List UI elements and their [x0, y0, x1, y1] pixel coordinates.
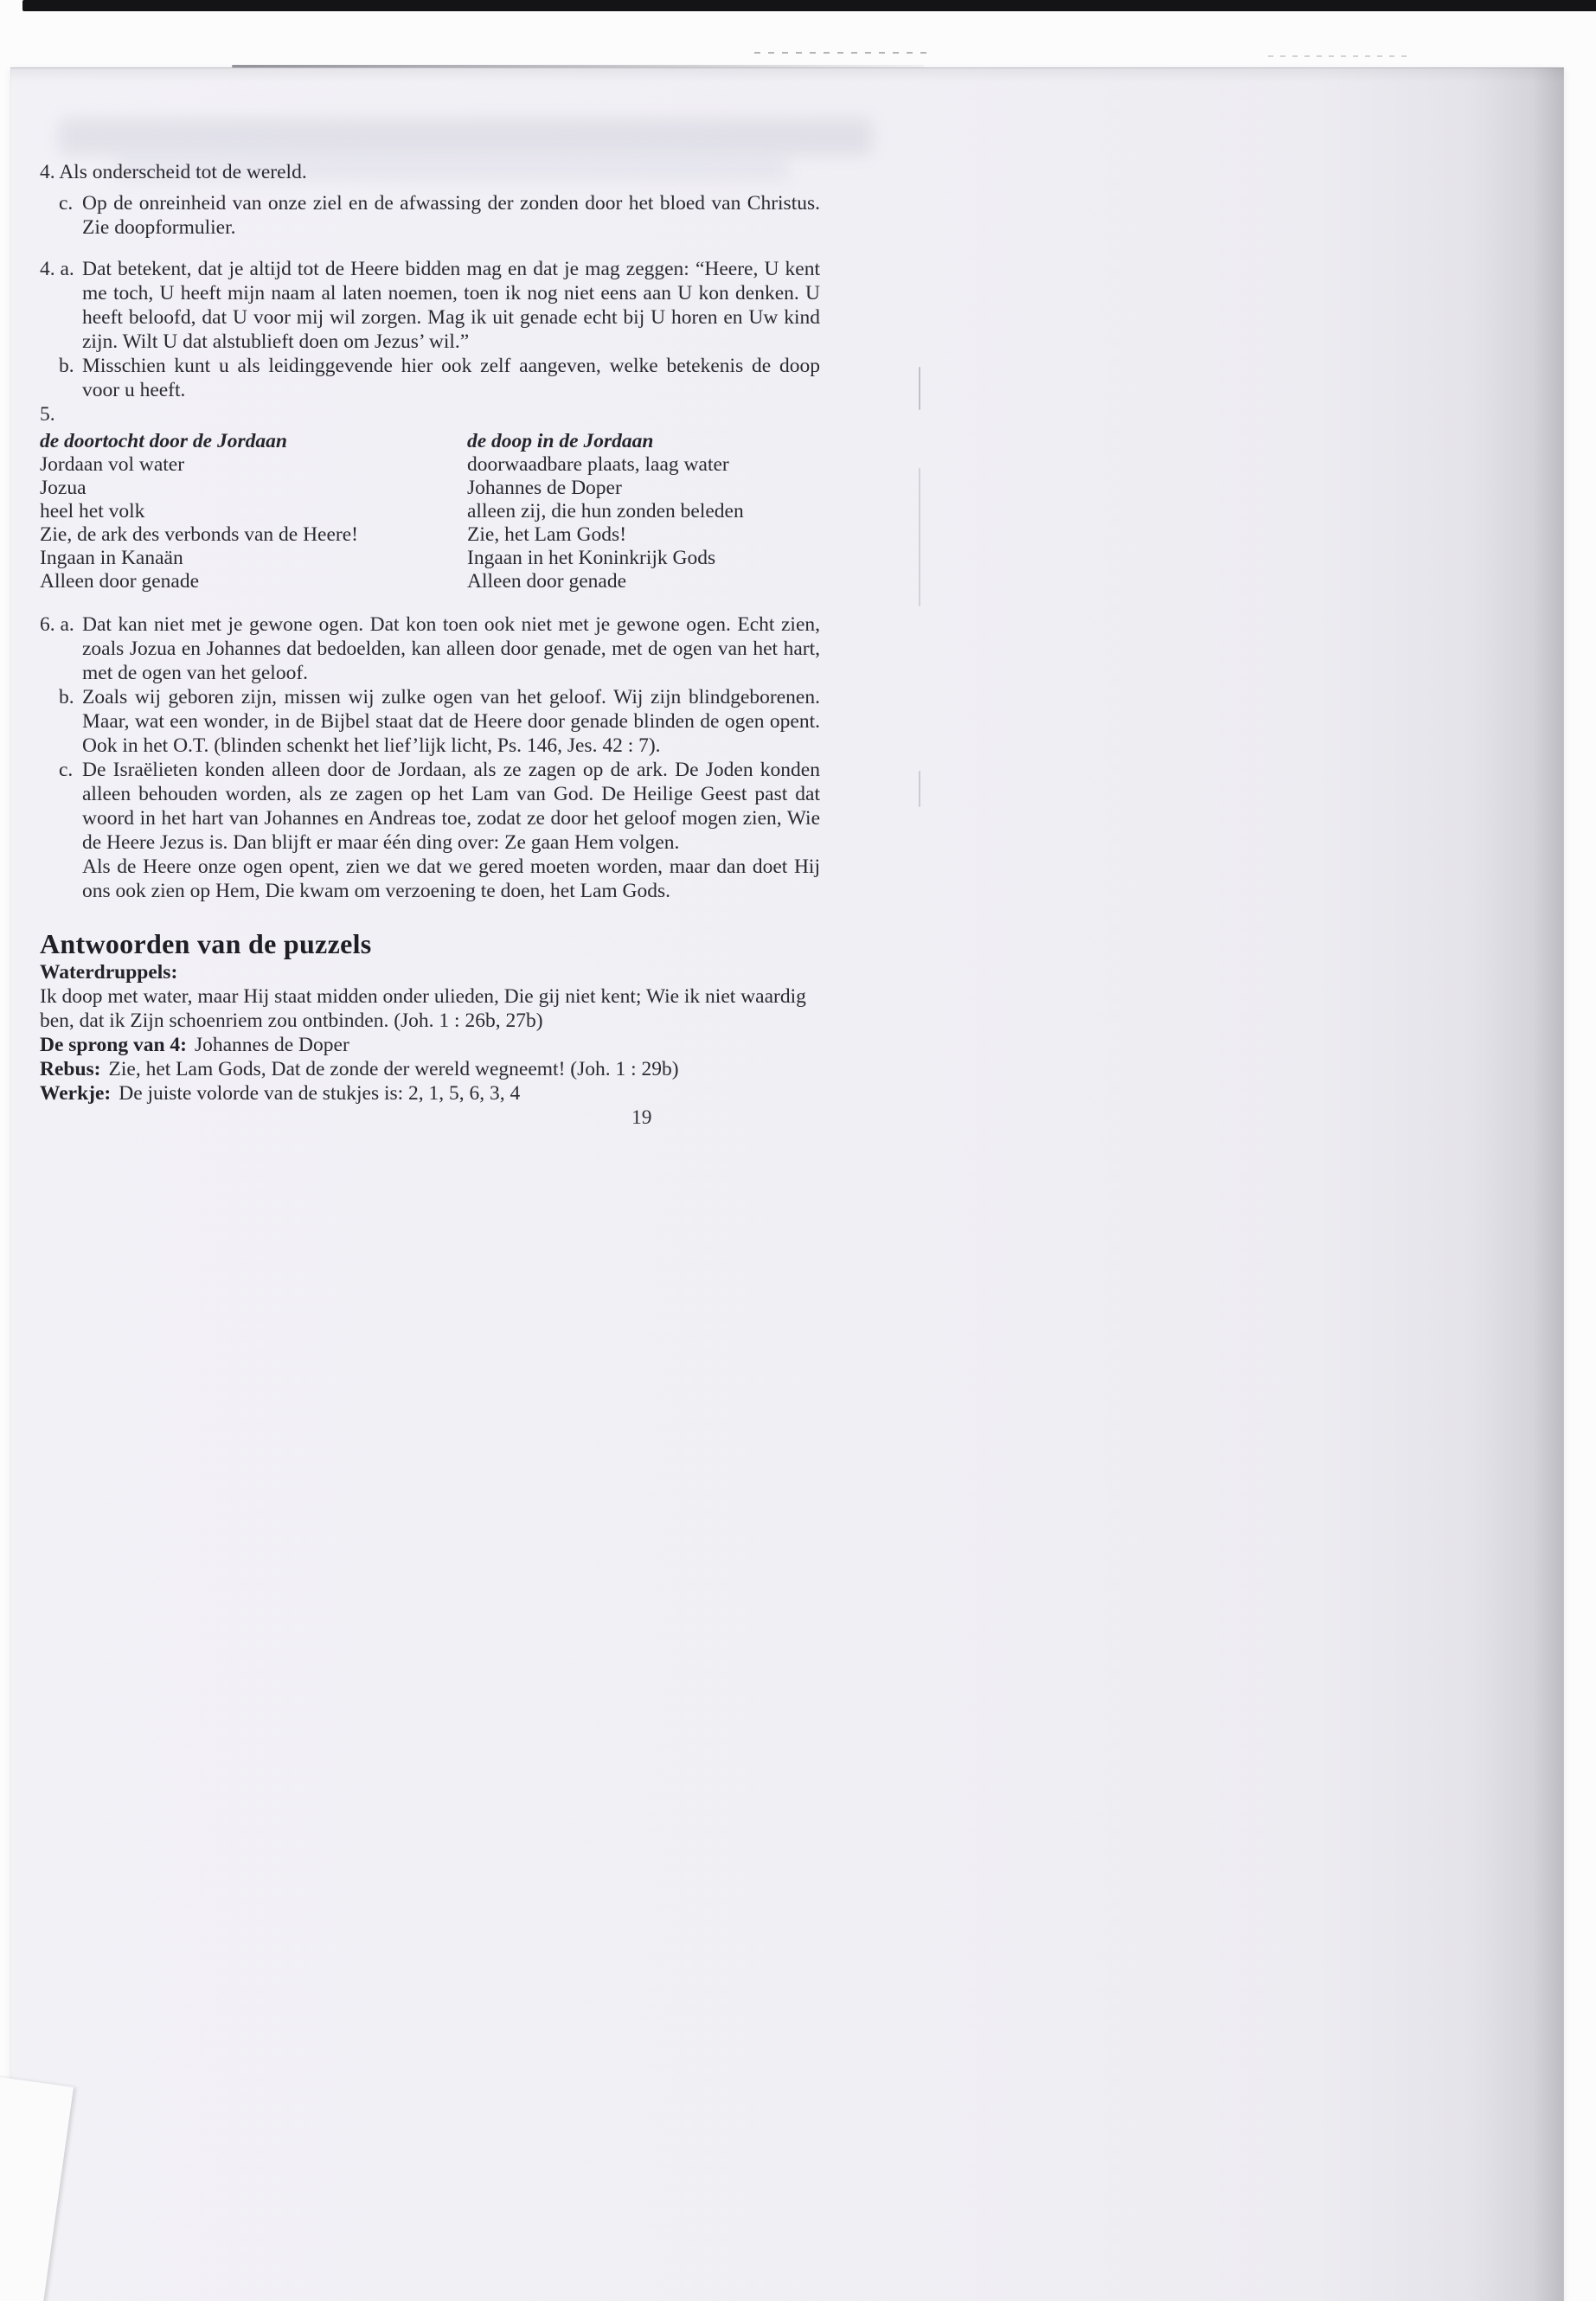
werkje-text: De juiste volorde van de stukjes is: 2, 1, 5, 6, 3, 4 [119, 1082, 521, 1105]
scan-dash-artifact [754, 52, 932, 54]
answer-6c-paragraph-1: De Israëlieten konden alleen door de Jordaan, als ze zagen op de ark. De Joden konden alleen behouden worden, als ze zagen op het Lam van God. De Heilige Geest past dat woord in het hart van Johannes en Andreas toe, zodat ze door het geloof mogen zien, Wie de Heere Jezus is. Dan blijft er maar één ding over: Ze gaan Hem volgen. [82, 759, 820, 854]
page-number: 19 [631, 1106, 652, 1129]
table-cell: heel het volk [40, 500, 145, 522]
scan-mark-artifact [919, 367, 920, 410]
scan-mark-artifact [919, 771, 920, 807]
scan-dash-artifact [1268, 55, 1407, 57]
sprong-label: De sprong van 4: [40, 1034, 187, 1056]
puzzles-heading: Antwoorden van de puzzels [40, 928, 372, 959]
answer-6a-text: Dat kan niet met je gewone ogen. Dat kon toen ook niet met je gewone ogen. Echt zien, zoals Jozua en Johannes dat bedoelden, kan alleen door genade, met de ogen van het hart, met de ogen van het geloof. [82, 613, 820, 684]
answer-6c-paragraph-2: Als de Heere onze ogen opent, zien we dat we gered moeten worden, maar dan doet Hij ons ook zien op Hem, Die kwam om verzoening te doen, het Lam Gods. [82, 856, 820, 902]
answer-6a-label: 6. a. [40, 613, 74, 636]
table-cell: alleen zij, die hun zonden beleden [467, 500, 744, 522]
bleedthrough-artifact [59, 119, 872, 155]
table-cell: Alleen door genade [467, 570, 627, 593]
answer-4-intro: 4. Als onderscheid tot de wereld. [40, 161, 307, 183]
answer-4c-label: c. [59, 192, 74, 215]
answer-4c-text: Op de onreinheid van onze ziel en de afwassing der zonden door het bloed van Christus. Zie doopformulier. [82, 192, 820, 239]
page-corner-lift [0, 2076, 74, 2301]
answer-4c [40, 191, 820, 240]
answer-6c-label: c. [59, 759, 74, 781]
answer-4a [40, 257, 820, 354]
scan-top-black-bar [22, 0, 1596, 11]
table-cell: Alleen door genade [40, 570, 200, 593]
scanned-page [10, 67, 1564, 2301]
waterdruppels-label: Waterdruppels: [40, 961, 178, 984]
sprong-text: Johannes de Doper [194, 1034, 349, 1056]
scan-mark-artifact [919, 468, 920, 606]
table-cell: Zie, de ark des verbonds van de Heere! [40, 523, 359, 546]
answer-4a-label: 4. a. [40, 258, 74, 280]
question-5-number: 5. [40, 403, 55, 426]
answer-4b-text: Misschien kunt u als leidinggevende hier ook zelf aangeven, welke betekenis de doop voor u heeft. [82, 355, 820, 401]
answer-6b [40, 685, 820, 758]
rebus-answer-line [40, 1057, 820, 1081]
answer-4a-text: Dat betekent, dat je altijd tot de Heere bidden mag en dat je mag zeggen: “Heere, U kent me toch, U heeft mijn naam al laten noemen, toen ik nog niet eens aan U kon denken. U heeft beloofd, dat U voor mij wil zorgen. Mag ik uit genade echt bij U horen en Uw kind zijn. Wilt U dat alstublieft doen om Jezus’ wil.” [82, 258, 820, 353]
answer-6c-text [82, 758, 820, 903]
werkje-label: Werkje: [40, 1082, 112, 1105]
werkje-answer-line [40, 1081, 820, 1106]
answer-6c [40, 758, 820, 903]
answer-4b-label: b. [59, 355, 74, 377]
answer-6a [40, 612, 820, 685]
answer-6b-text: Zoals wij geboren zijn, missen wij zulke ogen van het geloof. Wij zijn blindgeborenen. Maar, wat een wonder, in de Bijbel staat dat de Heere door genade blinden de ogen opent. Ook in het O.T. (blinden schenkt het lief’lijk licht, Ps. 146, Jes. 42 : 7). [82, 686, 820, 757]
table-cell: Jozua [40, 477, 87, 499]
answer-6b-label: b. [59, 686, 74, 708]
rebus-label: Rebus: [40, 1058, 101, 1080]
table-left-header: de doortocht door de Jordaan [40, 430, 287, 452]
table-cell: Ingaan in Kanaän [40, 547, 183, 569]
page-content [40, 160, 820, 1130]
rebus-text: Zie, het Lam Gods, Dat de zonde der wereld wegneemt! (Joh. 1 : 29b) [108, 1058, 679, 1080]
answer-4b [40, 354, 820, 402]
table-cell: Ingaan in het Koninkrijk Gods [467, 547, 716, 569]
waterdruppels-text: Ik doop met water, maar Hij staat midden onder ulieden, Die gij niet kent; Wie ik niet waardig ben, dat ik Zijn schoenriem zou ontbinden. (Joh. 1 : 26b, 27b) [40, 985, 806, 1032]
table-cell: Johannes de Doper [467, 477, 622, 499]
table-cell: Zie, het Lam Gods! [467, 523, 627, 546]
comparison-table [40, 430, 820, 593]
table-cell: Jordaan vol water [40, 453, 185, 476]
table-cell: doorwaadbare plaats, laag water [467, 453, 729, 476]
sprong-answer-line [40, 1033, 820, 1057]
table-right-header: de doop in de Jordaan [467, 430, 654, 452]
